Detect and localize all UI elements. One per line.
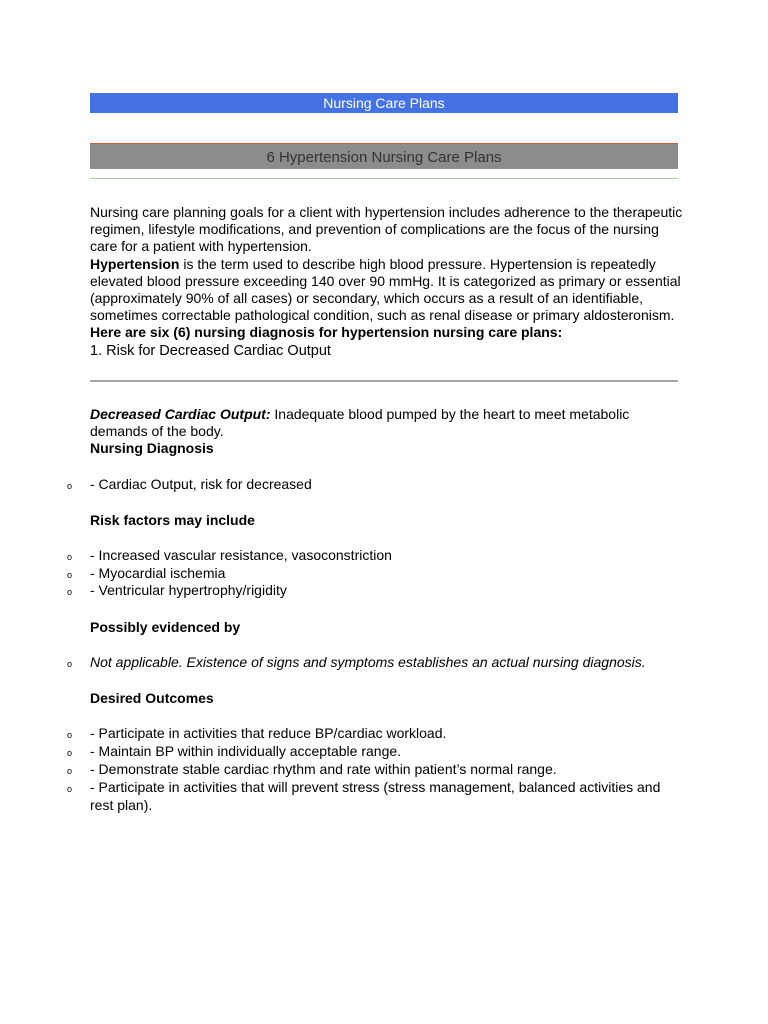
evidenced-item: Not applicable. Existence of signs and symptoms establishes an actual nursing diagnosis. (90, 654, 646, 670)
intro-paragraph: Nursing care planning goals for a client with hypertension includes adherence to the therapeutic regimen, lifestyle modifications, and prevention of complications are the focus of the nursing care for a patient with hypertension. (90, 204, 683, 255)
possibly-evidenced-heading: Possibly evidenced by (90, 619, 241, 635)
diagnoses-intro-text: Here are six (6) nursing diagnosis for hypertension nursing care plans: (90, 324, 563, 341)
risk-factor-item: - Increased vascular resistance, vasoconstriction (90, 547, 392, 563)
risk-factor-item: - Ventricular hypertrophy/rigidity (90, 582, 287, 598)
bullet-marker: o (67, 730, 73, 740)
desired-outcomes-heading: Desired Outcomes (90, 690, 214, 706)
bullet-marker: o (67, 784, 73, 794)
title-banner: 6 Hypertension Nursing Care Plans (90, 144, 678, 169)
first-item-heading: 1. Risk for Decreased Cardiac Output (90, 342, 331, 359)
intro-section (90, 204, 685, 361)
decreased-cardiac-output-definition (90, 406, 680, 458)
definition-text: is the term used to describe high blood pressure. Hypertension is repeatedly elevated blood pressure exceeding 140 over 90 mmHg. It is categorized as primary or essential (approximately 90% of all cases) or secondary, which occurs as a result of an identifiable, sometimes correctable pathological condition, such as renal disease or primary aldosteronism. (90, 255, 681, 324)
nursing-diagnosis-heading-text: Nursing Diagnosis (90, 440, 214, 457)
dco-paragraph (90, 406, 680, 440)
risk-factors-heading: Risk factors may include (90, 512, 255, 528)
diagnoses-intro (90, 324, 685, 341)
risk-factor-item: - Myocardial ischemia (90, 565, 226, 581)
bullet-marker: o (67, 570, 73, 580)
bullet-marker: o (67, 481, 73, 491)
definition-term: Hypertension (90, 255, 180, 272)
bullet-marker: o (67, 748, 73, 758)
dco-term: Decreased Cardiac Output: (90, 406, 271, 422)
definition-paragraph (90, 256, 685, 325)
divider-green (90, 178, 678, 179)
nursing-diagnosis-item: - Cardiac Output, risk for decreased (90, 476, 312, 492)
nursing-diagnosis-heading (90, 440, 680, 457)
outcome-item: - Participate in activities that reduce BP/cardiac workload. (90, 725, 447, 741)
bullet-marker: o (67, 659, 73, 669)
bullet-marker: o (67, 766, 73, 776)
outcome-item: - Demonstrate stable cardiac rhythm and rate within patient’s normal range. (90, 761, 557, 777)
bullet-marker: o (67, 587, 73, 597)
outcome-item: - Participate in activities that will prevent stress (stress management, balanced activities and rest plan). (90, 779, 661, 813)
outcome-item: - Maintain BP within individually acceptable range. (90, 743, 402, 759)
header-banner: Nursing Care Plans (90, 93, 678, 113)
divider-gray (90, 380, 678, 382)
bullet-marker: o (67, 552, 73, 562)
dco-definition: Inadequate blood pumped by the heart to meet metabolic demands of the body. (90, 406, 630, 440)
